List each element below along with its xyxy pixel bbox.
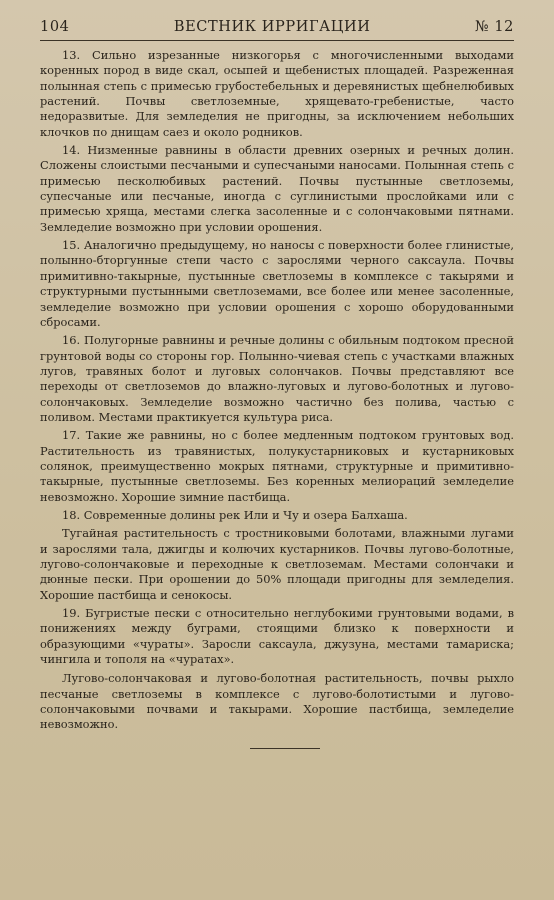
journal-title: ВЕСТНИК ИРРИГАЦИИ [173,19,371,35]
paragraph-15: 15. Аналогично предыдущему, но наносы с поверхности более глинистые, полынно-бторгунные степи часто с зарослями черного саксаула. Почвы примитивно-такырные, пустынные светлоземы в комплексе с такырями и структурными пустынными светлоземами, все более или менее засоленные, земледелие возможно при условии орошения с хорошо оборудованными сбросами. [40,238,514,329]
paragraph-18-heading: 18. Современные долины рек Или и Чу и озера Балхаша. [62,507,408,522]
paragraph-16: 16. Полугорные равнины и речные долины с обильным подтоком пресной грунтовой воды со стороны гор. Полынно-чиевая степь с участками влажных лугов, травяных болот и луговых солончаков. Почвы представляют все переходы от светлоземов до влажно-луговых и лугово-болотных и лугово-солончаковых. Земледелие возможно частично без полива, частью с поливом. Местами практикуется культура риса. [40,333,514,424]
issue-number: № 12 [474,19,514,35]
body-text [40,48,514,736]
paragraph-closing: Лугово-солончаковая и лугово-болотная растительность, почвы рыхло песчаные светлоземы в комплексе с лугово-болотистыми и лугово-солончаковыми почвами и такырами. Хорошие пастбища, земледелие невозможно. [40,671,514,732]
paragraph-18-body: Тугайная растительность с тростниковыми болотами, влажными лугами и зарослями тала, джигды и колючих кустарников. Почвы лугово-болотные, лугово-солончаковые и переходные к светлоземам. Местами солончаки и дюнные пески. При орошении до 50% площади пригодны для земледелия. Хорошие пастбища и сенокосы. [40,526,514,602]
running-header [40,14,514,41]
paragraph-14: 14. Низменные равнины в области древних озерных и речных долин. Сложены слоистыми песчаными и супесчаными наносами. Полынная степь с примесью песколюбивых растений. Почвы пустынные светлоземы, супесчаные или песчаные, иногда с суглинистыми прослойками или с примесью хряща, местами слегка засоленные и с солончаковыми пятнами. Земледелие возможно при условии орошения. [40,143,514,234]
paragraph-17: 17. Такие же равнины, но с более медленным подтоком грунтовых вод. Растительность из травянистых, полукустарниковых и кустарниковых солянок, преимущественно мокрых пятнами, структурные и примитивно-такырные, пустынные светлоземы. Без коренных мелиораций земледелие невозможно. Хорошие зимние пастбища. [40,428,514,504]
end-rule [250,748,320,749]
page-number: 104 [40,19,70,35]
paragraph-19: 19. Бугристые пески с относительно неглубокими грунтовыми водами, в понижениях между буграми, стоящими близко к поверхности и образующими «чураты». Заросли саксаула, джузуна, местами тамариска; чингила и тополя на «чуратах». [40,606,514,667]
paragraph-13: 13. Сильно изрезанные низкогорья с многочисленными выходами коренных пород в виде скал, осыпей и щебенистых площадей. Разреженная полынная степь с примесью грубостебельных и деревянистых щебнелюбивых растений. Почвы светлоземные, хрящевато-гребенистые, часто недоразвитые. Для земледелия не пригодны, за исключением небольших клочков по днищам саез и около родников. [40,48,514,139]
